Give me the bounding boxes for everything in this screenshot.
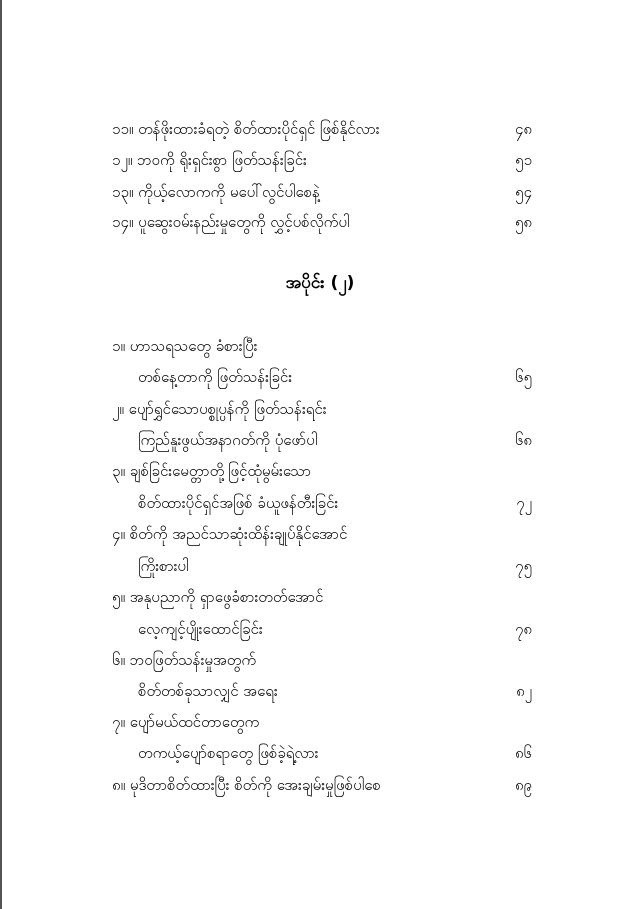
toc-entry-line2[interactable] (138, 551, 532, 581)
toc-entry-title: ၃။ ချစ်ခြင်းမေတ္တာတို့ဖြင့်ထုံမွမ်းသော (112, 462, 312, 480)
toc-entry-title: ၂။ ပျော်ရွှင်သောပစ္စုပ္ပန်ကို ဖြတ်သန်းရင်း (112, 400, 327, 418)
toc-entry-title-continued: တစ်နေ့တာကို ဖြတ်သန်းခြင်း (138, 368, 293, 386)
toc-entry-title-continued: ကြည်နူးဖွယ်အနာဂတ်ကို ပုံဖော်ပါ (138, 431, 318, 449)
toc-entry-page: ၅၄ (515, 183, 532, 201)
toc-entry-title: ၁၃။ ကိုယ့်လောကကို မပေါ်လွင်ပါစေနဲ့ (112, 183, 320, 201)
toc-entry-page: ၄၈ (514, 120, 532, 138)
toc-entry-line1[interactable] (112, 645, 532, 675)
toc-entry-page: ၅၈ (514, 213, 532, 231)
toc-entry-line2[interactable] (138, 425, 532, 455)
toc-entry-title: ၁၁။ တန်ဖိုးထားခံရတဲ့ စိတ်ထားပိုင်ရှင် ဖြစ်နိုင်လား (112, 120, 380, 138)
toc-entry-line1[interactable] (112, 519, 532, 549)
toc-entry-title: ၁၄။ ပူဆွေးဝမ်းနည်းမှုတွေကို လွှင့်ပစ်လိုက်ပါ (112, 213, 350, 231)
toc-entry-page: ၅၁ (515, 151, 532, 169)
toc-entry-title: ၁၂။ ဘဝကို ရိုးရှင်းစွာ ဖြတ်သန်းခြင်း (112, 151, 307, 169)
toc-entry[interactable] (112, 177, 532, 207)
toc-entry-page: ၆၅ (515, 368, 532, 386)
toc-entry-title: ၇။ ပျော်မယ်ထင်တာတွေက (112, 713, 260, 731)
toc-entry[interactable] (112, 207, 532, 237)
toc-entry[interactable] (112, 770, 532, 800)
toc-entry-line2[interactable] (138, 488, 532, 518)
toc-entry-line1[interactable] (112, 394, 532, 424)
toc-entry-line2[interactable] (138, 738, 532, 768)
toc-entry-line1[interactable] (112, 331, 532, 361)
toc-entry[interactable] (112, 145, 532, 175)
toc-entry-title: ၅။ အနုပညာကို ရှာဖွေခံစားတတ်အောင် (112, 588, 324, 606)
toc-entry-line1[interactable] (112, 582, 532, 612)
toc-entry-page: ၇၈ (514, 620, 532, 638)
toc-entry-title-continued: ကြိုးစားပါ (138, 557, 189, 575)
toc-entry-title: ၄။ စိတ်ကို အညင်သာဆုံးထိန်းချုပ်နိုင်အောင် (112, 525, 348, 543)
toc-entry-title: ၈။ မုဒိတာစိတ်ထားပြီး စိတ်ကို အေးချမ်းမှုဖြစ်ပါစေ (112, 776, 381, 794)
toc-entry-title-continued: တကယ့်ပျော်စရာတွေ ဖြစ်ခဲ့ရဲ့လား (138, 744, 319, 762)
toc-entry-title-continued: လေ့ကျင့်ပျိုးထောင်ခြင်း (138, 620, 263, 638)
toc-entry-title: ၁။ ဟာသရသတွေ ခံစားပြီး (112, 337, 258, 355)
toc-entry-title-continued: စိတ်တစ်ခုသာလျှင် အရေး (138, 682, 278, 700)
toc-entry-line1[interactable] (112, 707, 532, 737)
toc-entry-page: ၇၂ (516, 494, 532, 512)
toc-entry-line2[interactable] (138, 614, 532, 644)
toc-entry-line1[interactable] (112, 456, 532, 486)
toc-entry-page: ၇၅ (515, 557, 532, 575)
toc-entry-line2[interactable] (138, 676, 532, 706)
toc-entry-page: ၈၂ (516, 682, 532, 700)
toc-entry-title-continued: စိတ်ထားပိုင်ရှင်အဖြစ် ခံယူဖန်တီးခြင်း (138, 494, 339, 512)
section-heading: အပိုင်း (၂) (285, 273, 355, 293)
toc-entry-page: ၆၈ (514, 431, 532, 449)
toc-entry[interactable] (112, 114, 532, 144)
toc-entry-line2[interactable] (138, 362, 532, 392)
toc-entry-title: ၆။ ဘဝဖြတ်သန်းမှုအတွက် (112, 651, 257, 669)
toc-entry-page: ၈၉ (514, 776, 532, 794)
toc-entry-page: ၈၆ (514, 744, 532, 762)
